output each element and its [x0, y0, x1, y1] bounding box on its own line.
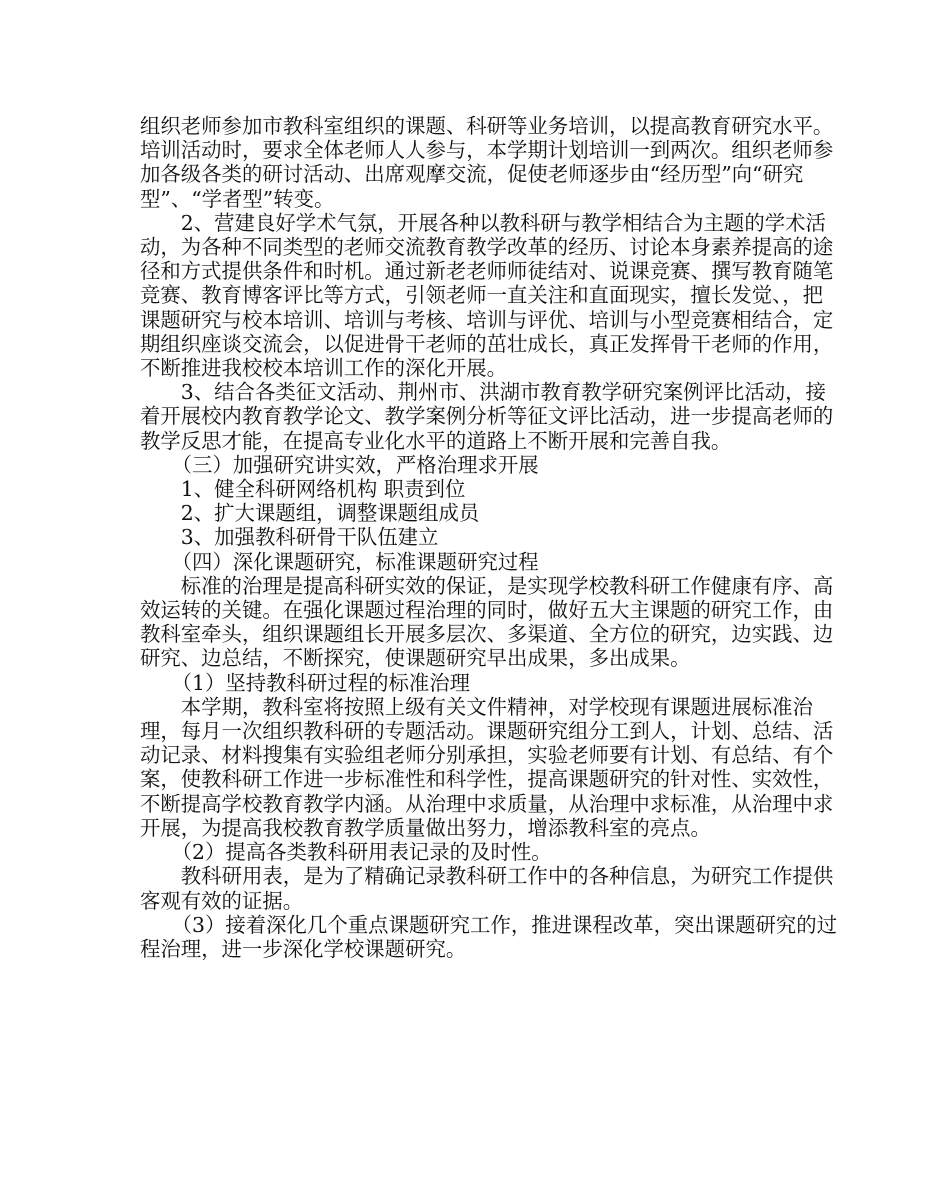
paragraph-research-forms: 教科研用表，是为了精确记录教科研工作中的各种信息，为研究工作提供客观有效的证据。	[140, 864, 834, 913]
paragraph-essay-activities: 3、结合各类征文活动、荆州市、洪湖市教育教学研究案例评比活动，接着开展校内教育教学论文、教学案例分析等征文评比活动，进一步提高老师的教学反思才能，在提高专业化水平的道路上不断开展和完善自我。	[140, 380, 834, 453]
paragraph-key-projects: （3）接着深化几个重点课题研究工作，推进课程改革，突出课题研究的过程治理，进一步深化学校课题研究。	[140, 912, 838, 961]
subheading-1: （1）坚持教科研过程的标准治理	[171, 670, 471, 695]
document-body	[140, 114, 840, 961]
paragraph-academic-atmosphere: 2、营建良好学术气氛，开展各种以教科研与教学相结合为主题的学术活动，为各种不同类型的老师交流教育教学改革的经历、讨论本身素养提高的途径和方式提供条件和时机。通过新老老师师徒结对、说课竞赛、撰写教育随笔竞赛、教育博客评比等方式，引领老师一直关注和直面现实，擅长发觉、，把课题研究与校本培训、培训与考核、培训与评优、培训与小型竞赛相结合，定期组织座谈交流会，以促进骨干老师的茁壮成长，真正发挥骨干老师的作用，不断推进我校校本培训工作的深化开展。	[140, 210, 834, 381]
paragraph-training: 组织老师参加市教科室组织的课题、科研等业务培训，以提高教育研究水平。培训活动时，要求全体老师人人参与，本学期计划培训一到两次。组织老师参加各级各类的研讨活动、出席观摩交流，促使老师逐步由“经历型”向“研究型”、“学者型”转变。	[140, 114, 834, 211]
list-item-expand-group: 2、扩大课题组，调整课题组成员	[180, 501, 480, 526]
section-heading-4: （四）深化课题研究，标准课题研究过程	[171, 549, 539, 574]
section-heading-3: （三）加强研究讲实效，严格治理求开展	[171, 452, 539, 477]
paragraph-this-semester: 本学期，教科室将按照上级有关文件精神，对学校现有课题进展标准治理，每月一次组织教科研的专题活动。课题研究组分工到人，计划、总结、活动记录、材料搜集有实验组老师分别承担，实验老师要有计划、有总结、有个案，使教科研工作进一步标准性和科学性，提高课题研究的针对性、实效性，不断提高学校教育教学内涵。从治理中求质量，从治理中求标准，从治理中求开展，为提高我校教育教学质量做出努力，增添教科室的亮点。	[140, 694, 834, 840]
list-item-backbone-team: 3、加强教科研骨干队伍建立	[180, 525, 439, 550]
subheading-2: （2）提高各类教科研用表记录的及时性。	[171, 840, 552, 865]
paragraph-standard-management: 标准的治理是提高科研实效的保证，是实现学校教科研工作健康有序、高效运转的关键。在强化课题过程治理的同时，做好五大主课题的研究工作，由教科室牵头，组织课题组长开展多层次、多渠道、全方位的研究，边实践、边研究、边总结，不断探究，使课题研究早出成果，多出成果。	[140, 573, 834, 671]
list-item-network: 1、健全科研网络机构 职责到位	[180, 477, 466, 502]
